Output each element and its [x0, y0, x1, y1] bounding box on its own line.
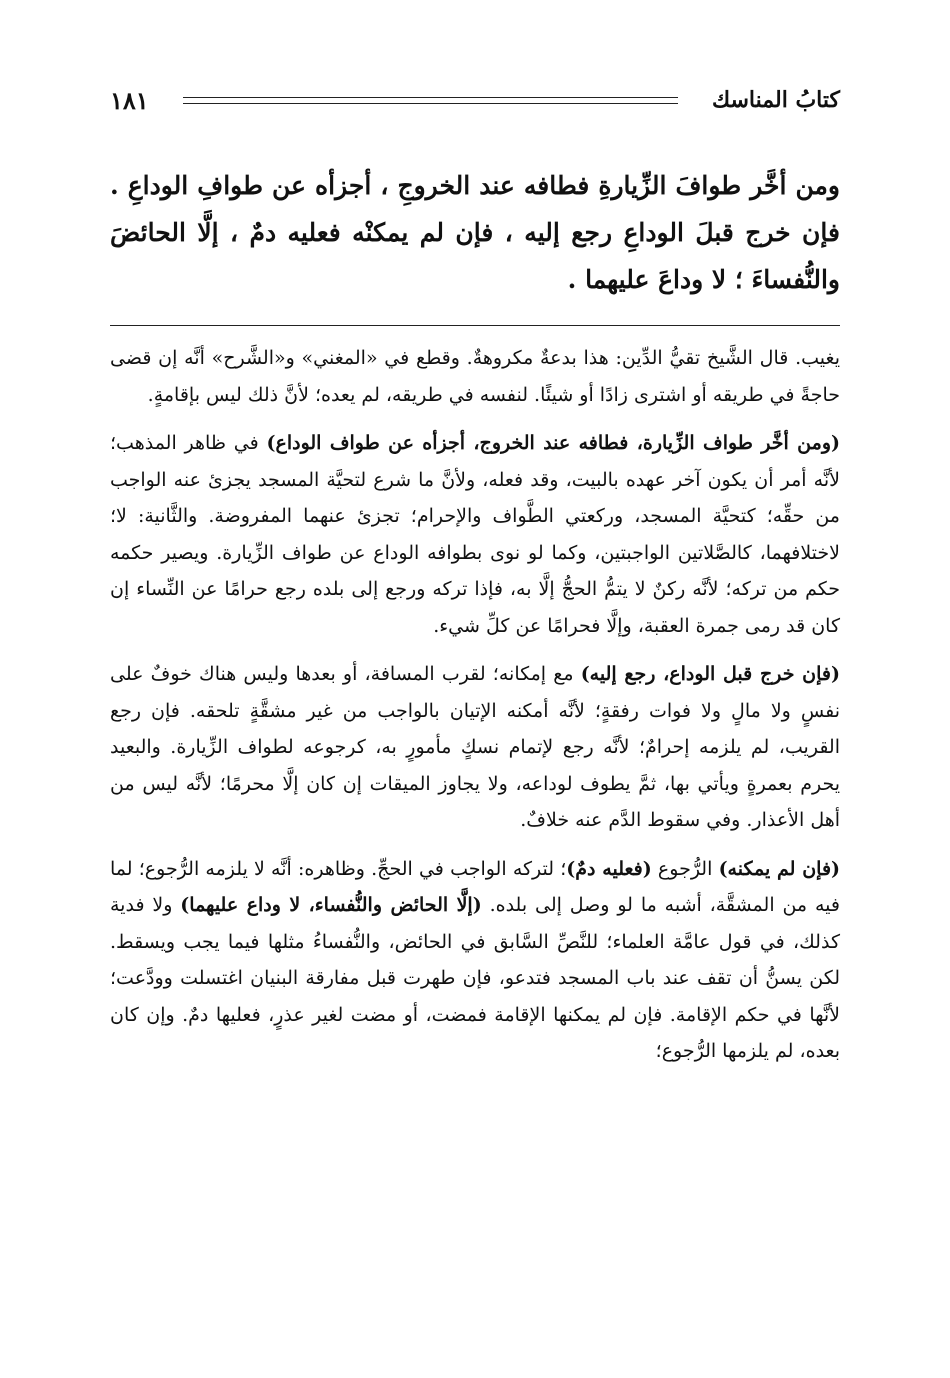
- commentary-paragraph-3: [110, 656, 840, 839]
- matn-text: ومن أخَّر طوافَ الزِّيارةِ فطافه عند الخروجِ ، أجزأه عن طوافِ الوداعِ . فإن خرج قبلَ الوداعِ رجع إليه ، فإن لم يمكنْه فعليه دمٌ ، إلَّا الحائضَ والنُّفساءَ ؛ لا وداعَ عليهما .: [110, 171, 840, 294]
- commentary-text: الرُّجوع: [651, 857, 719, 880]
- page-number: ١٨١: [110, 85, 149, 115]
- quoted-matn: (فعليه دمٌ): [566, 857, 652, 880]
- quoted-matn: (فإن خرج قبل الوداع، رجع إليه): [580, 663, 840, 685]
- quoted-matn: (فإن لم يمكنه): [718, 857, 841, 880]
- commentary-paragraph-4: [110, 851, 840, 1070]
- header-rule: [183, 97, 678, 104]
- commentary-paragraph-2: [110, 425, 840, 644]
- quoted-matn: (إلَّا الحائض والنُّفساء، لا وداع عليهما): [180, 894, 482, 916]
- commentary-text: مع إمكانه؛ لقرب المسافة، أو بعدها وليس هناك خوفٌ على نفسٍ ولا مالٍ ولا فوات رفقةٍ؛ لأنَّه أمكنه الإتيان بالواجب من غير مشقَّةٍ تلحقه. فإن رجع القريب، لم يلزمه إحرامٌ؛ لأنَّه رجع لإتمام نسكٍ مأمورٍ به، كرجوعه لطواف الزِّيارة. والبعيد يحرم بعمرةٍ ويأتي بها، ثمَّ يطوف لوداعه، ولا يجاوز الميقات إن كان إلَّا محرمًا؛ لأنَّه ليس من أهل الأعذار. وفي سقوط الدَّم عنه خلافٌ.: [110, 663, 840, 831]
- book-page: [110, 80, 840, 1082]
- commentary-text: يغيب. قال الشَّيخ تقيُّ الدِّين: هذا بدعةٌ مكروهةٌ. وقطع في «المغني» و«الشَّرح» أنَّه إن قضى حاجةً في طريقه أو اشترى زادًا أو شيئًا. لنفسه في طريقه، لم يعده؛ لأنَّ ذلك ليس بإقامةٍ.: [110, 347, 840, 406]
- commentary-paragraph-1: [110, 340, 840, 413]
- commentary-text: ولا فدية كذلك، في قول عامَّة العلماء؛ للنَّصِّ السَّابق في الحائض، والنُّفساءُ مثلها فيما يجب ويسقط. لكن يسنُّ أن تقف عند باب المسجد فتدعو، فإن طهرت قبل مفارقة البنيان اغتسلت وودَّعت؛ لأنَّها في حكم الإقامة. فإن لم يمكنها الإقامة فمضت، أو مضت لغير عذرٍ، فعليها دمٌ. وإن كان بعده، لم يلزمها الرُّجوع؛: [110, 894, 840, 1062]
- quoted-matn: (ومن أخَّر طواف الزِّيارة، فطافه عند الخروج، أجزأه عن طواف الوداع): [266, 432, 840, 454]
- commentary-text: في ظاهر المذهب؛ لأنَّه أمر أن يكون آخر عهده بالبيت، وقد فعله، ولأنَّ ما شرع لتحيَّة المسجد يجزئ عنه الواجب من حقِّه؛ كتحيَّة المسجد، وركعتي الطَّواف والإحرام؛ تجزئ عنهما المفروضة. والثَّانية: لا؛ لاختلافهما، كالصَّلاتين الواجبتين، وكما لو نوى بطوافه الوداع عن طواف الزِّيارة. ويصير حكمه حكم من تركه؛ لأنَّه ركنٌ لا يتمُّ الحجُّ إلَّا به، فإذا تركه ورجع إلى بلده رجع حرامًا عن النِّساء إن كان قد رمى جمرة العقبة، وإلَّا فحرامًا عن كلِّ شيء.: [110, 432, 840, 637]
- commentary-text: ؛ لتركه الواجب في الحجِّ. وظاهره: أنَّه لا يلزمه الرُّجوع؛ لما فيه من المشقَّة، أشبه ما لو وصل إلى بلده.: [110, 857, 840, 916]
- matn-divider: [110, 325, 840, 326]
- book-title: كتابُ المناسك: [711, 87, 840, 113]
- running-header: [110, 80, 840, 120]
